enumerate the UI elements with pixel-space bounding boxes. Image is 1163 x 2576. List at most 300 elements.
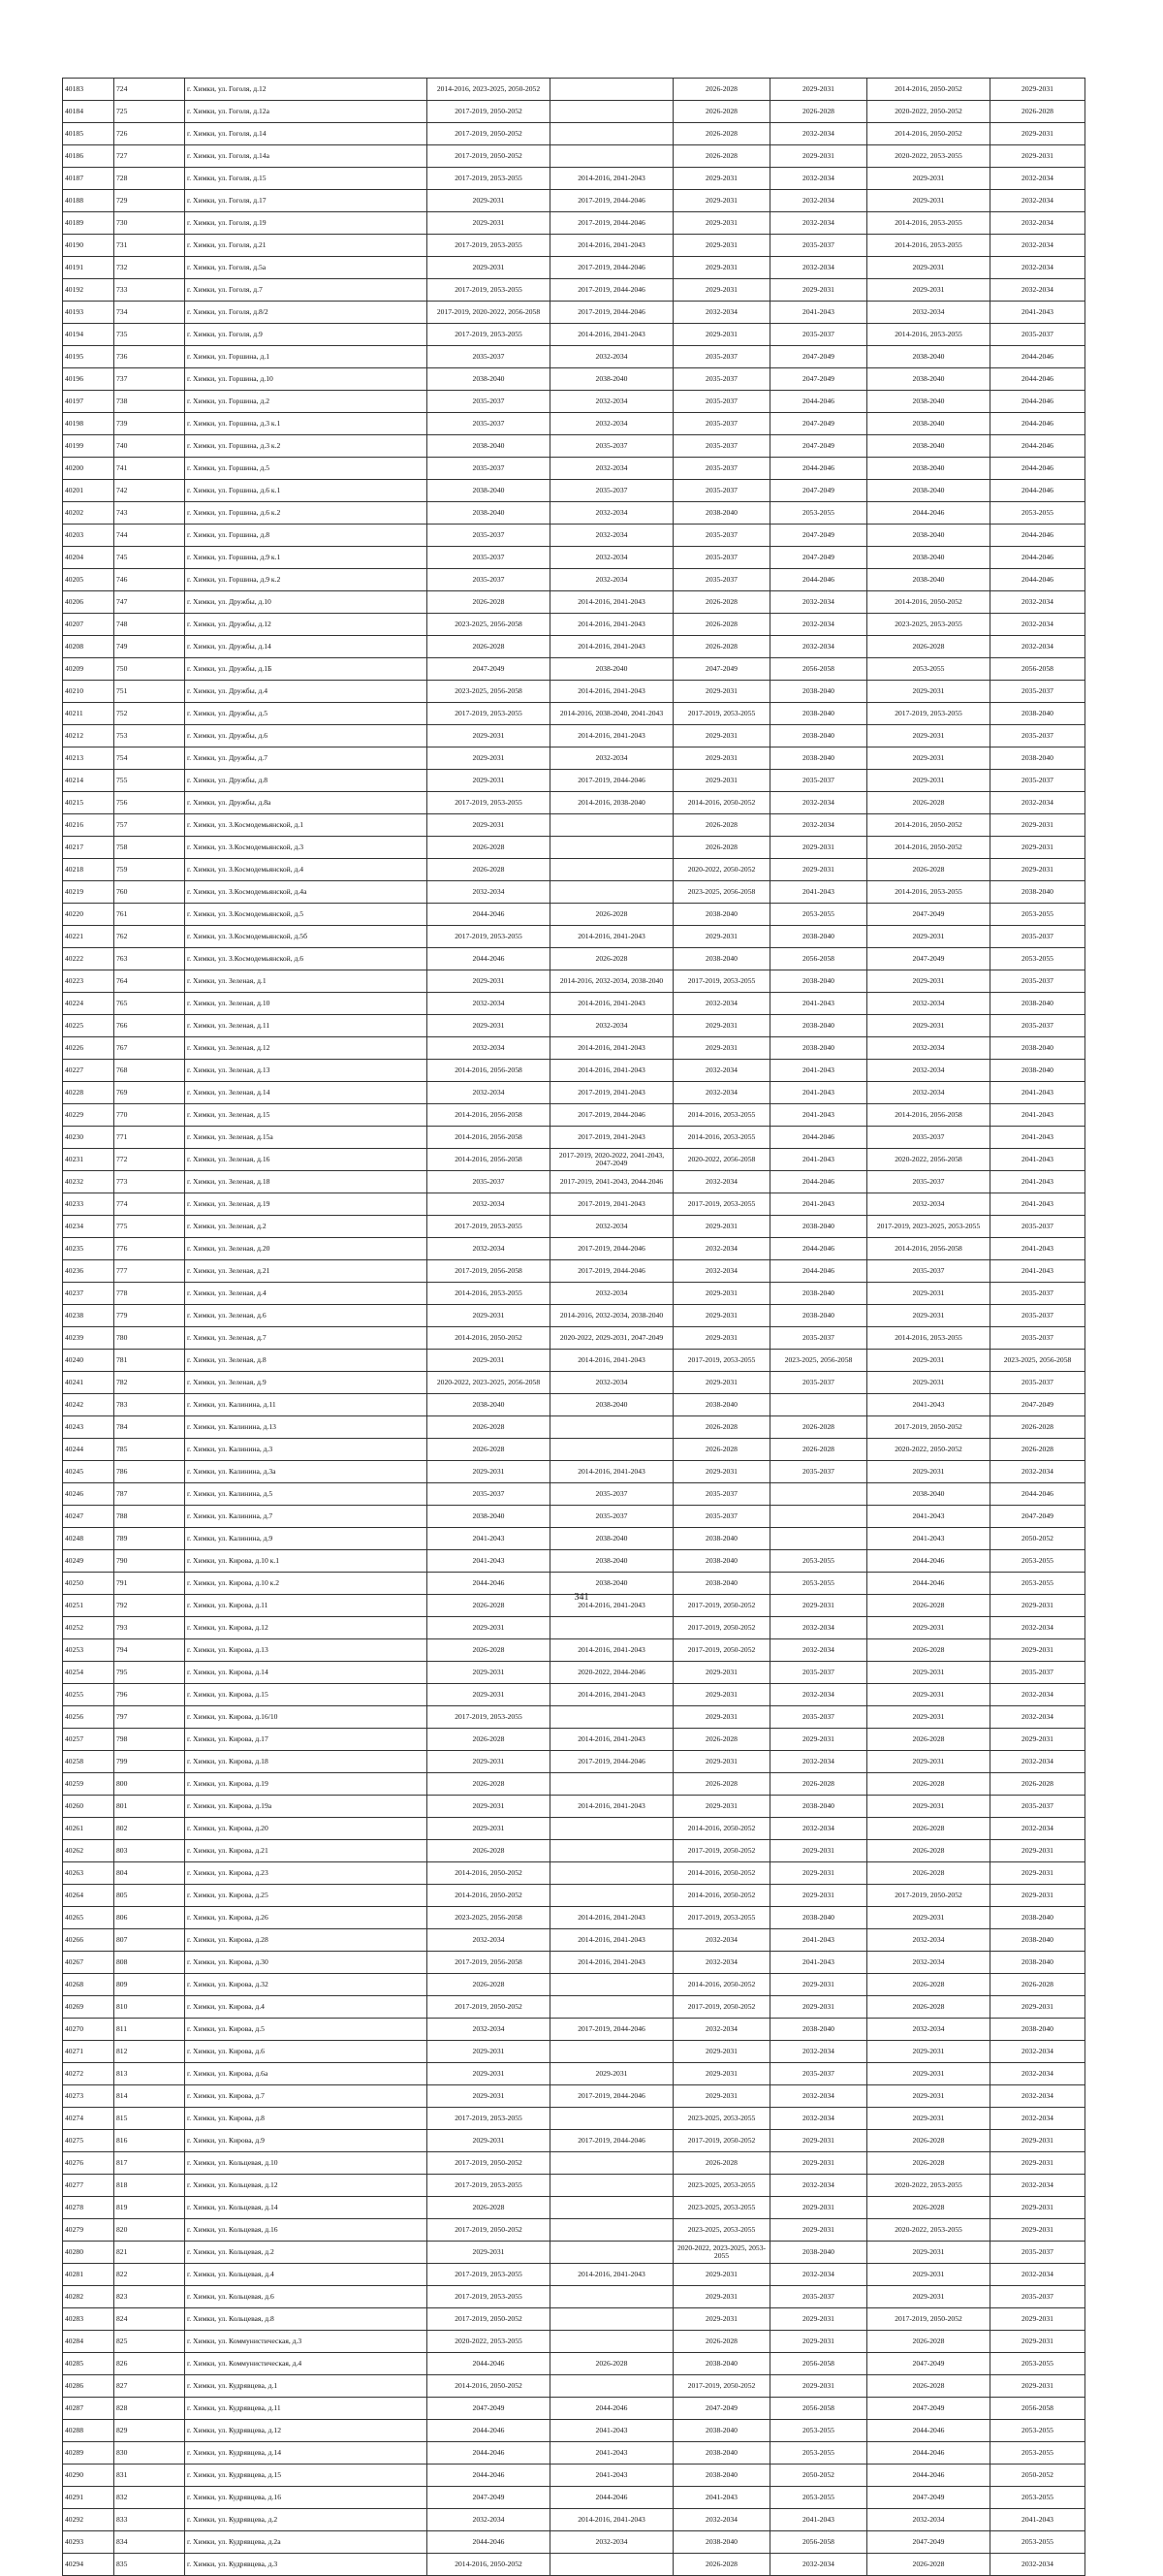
cell-period-c: 2023-2025, 2053-2055 [674,2175,770,2197]
cell-period-d: 2032-2034 [770,636,867,658]
cell-period-b: 2020-2022, 2029-2031, 2047-2049 [550,1327,674,1350]
cell-row-number: 795 [114,1662,185,1684]
cell-period-a: 2032-2034 [427,1238,550,1260]
cell-period-e: 2023-2025, 2053-2055 [867,614,990,636]
cell-record-id: 40219 [63,881,114,904]
cell-period-a: 2026-2028 [427,1773,550,1796]
cell-period-c: 2029-2031 [674,1037,770,1060]
cell-address: г. Химки, ул. Горшина, д.3 к.2 [185,435,427,458]
cell-record-id: 40255 [63,1684,114,1706]
cell-period-b [550,859,674,881]
cell-period-f: 2032-2034 [990,2175,1085,2197]
cell-period-f: 2026-2028 [990,101,1085,123]
table-row [63,1461,1085,1483]
cell-period-a: 2023-2025, 2056-2058 [427,614,550,636]
cell-period-e: 2029-2031 [867,970,990,993]
cell-period-d: 2044-2046 [770,569,867,591]
cell-period-e: 2029-2031 [867,2242,990,2264]
cell-row-number: 803 [114,1840,185,1862]
cell-address: г. Химки, ул. Кирова, д.9 [185,2130,427,2152]
cell-address: г. Химки, ул. Кирова, д.13 [185,1639,427,1662]
cell-address: г. Химки, ул. Горшина, д.9 к.2 [185,569,427,591]
table-row [63,1952,1085,1974]
cell-period-c: 2026-2028 [674,1439,770,1461]
cell-period-d: 2050-2052 [770,2465,867,2487]
cell-record-id: 40237 [63,1283,114,1305]
cell-address: г. Химки, ул. Кирова, д.28 [185,1929,427,1952]
cell-period-c: 2026-2028 [674,1773,770,1796]
cell-address: г. Химки, ул. Кирова, д.6 [185,2041,427,2063]
cell-period-c: 2032-2034 [674,1929,770,1952]
cell-period-d: 2056-2058 [770,658,867,681]
cell-period-a: 2032-2034 [427,993,550,1015]
cell-period-e: 2029-2031 [867,1706,990,1729]
cell-period-f: 2044-2046 [990,413,1085,435]
table-row [63,1729,1085,1751]
cell-period-e: 2014-2016, 2050-2052 [867,837,990,859]
cell-period-c: 2029-2031 [674,1305,770,1327]
cell-period-d: 2029-2031 [770,1840,867,1862]
cell-period-d: 2041-2043 [770,1082,867,1104]
cell-period-d: 2032-2034 [770,1617,867,1639]
table-row [63,2085,1085,2108]
cell-address: г. Химки, ул. Кирова, д.14 [185,1662,427,1684]
cell-record-id: 40231 [63,1149,114,1171]
cell-period-c: 2017-2019, 2050-2052 [674,1617,770,1639]
cell-period-c: 2035-2037 [674,391,770,413]
cell-record-id: 40245 [63,1461,114,1483]
cell-address: г. Химки, ул. Кирова, д.10 к.1 [185,1550,427,1573]
cell-row-number: 794 [114,1639,185,1662]
cell-period-f: 2029-2031 [990,123,1085,145]
cell-address: г. Химки, ул. З.Космодемьянской, д.5 [185,904,427,926]
cell-record-id: 40213 [63,747,114,770]
cell-period-c: 2038-2040 [674,1394,770,1416]
cell-record-id: 40283 [63,2308,114,2331]
cell-period-c: 2029-2031 [674,1327,770,1350]
cell-row-number: 780 [114,1327,185,1350]
cell-period-f: 2029-2031 [990,1729,1085,1751]
cell-address: г. Химки, ул. Кирова, д.6а [185,2063,427,2085]
cell-record-id: 40201 [63,480,114,502]
cell-period-c: 2032-2034 [674,2019,770,2041]
table-row [63,413,1085,435]
cell-period-c: 2017-2019, 2053-2055 [674,1907,770,1929]
cell-period-a: 2017-2019, 2050-2052 [427,2152,550,2175]
cell-period-c: 2017-2019, 2050-2052 [674,1996,770,2019]
cell-address: г. Химки, ул. Зеленая, д.7 [185,1327,427,1350]
cell-period-a: 2017-2019, 2020-2022, 2056-2058 [427,302,550,324]
cell-row-number: 800 [114,1773,185,1796]
cell-address: г. Химки, ул. Зеленая, д.19 [185,1193,427,1216]
table-row [63,2041,1085,2063]
cell-record-id: 40257 [63,1729,114,1751]
cell-period-d: 2053-2055 [770,2487,867,2509]
cell-period-e: 2032-2034 [867,2509,990,2531]
table-row [63,123,1085,145]
cell-period-d: 2056-2058 [770,948,867,970]
cell-period-c: 2032-2034 [674,1171,770,1193]
cell-period-a: 2014-2016, 2050-2052 [427,1327,550,1350]
cell-period-c: 2038-2040 [674,904,770,926]
cell-period-a: 2029-2031 [427,1684,550,1706]
cell-period-c: 2026-2028 [674,145,770,168]
cell-period-e: 2029-2031 [867,2085,990,2108]
cell-period-c: 2029-2031 [674,1283,770,1305]
cell-period-d: 2032-2034 [770,591,867,614]
cell-period-c: 2029-2031 [674,770,770,792]
cell-row-number: 770 [114,1104,185,1127]
cell-record-id: 40230 [63,1127,114,1149]
cell-period-e: 2026-2028 [867,2152,990,2175]
cell-period-c: 2029-2031 [674,324,770,346]
cell-period-a: 2020-2022, 2053-2055 [427,2331,550,2353]
cell-period-d: 2029-2031 [770,2152,867,2175]
cell-period-b [550,2286,674,2308]
cell-period-c: 2032-2034 [674,1952,770,1974]
cell-period-d: 2032-2034 [770,123,867,145]
cell-record-id: 40187 [63,168,114,190]
cell-period-f: 2032-2034 [990,792,1085,814]
cell-period-c: 2032-2034 [674,2509,770,2531]
cell-period-c: 2017-2019, 2053-2055 [674,703,770,725]
cell-period-a: 2044-2046 [427,948,550,970]
cell-address: г. Химки, ул. З.Космодемьянской, д.5б [185,926,427,948]
cell-address: г. Химки, ул. Зеленая, д.12 [185,1037,427,1060]
table-row [63,681,1085,703]
register-table [62,78,1085,2576]
cell-period-a: 2017-2019, 2053-2055 [427,279,550,302]
cell-record-id: 40188 [63,190,114,212]
table-row [63,1796,1085,1818]
cell-period-d: 2032-2034 [770,2175,867,2197]
cell-address: г. Химки, ул. Кольцевая, д.14 [185,2197,427,2219]
cell-period-f: 2044-2046 [990,368,1085,391]
cell-record-id: 40189 [63,212,114,235]
cell-period-f: 2041-2043 [990,1149,1085,1171]
cell-record-id: 40267 [63,1952,114,1974]
cell-period-b: 2032-2034 [550,391,674,413]
cell-period-f: 2035-2037 [990,681,1085,703]
cell-period-b: 2038-2040 [550,1528,674,1550]
cell-address: г. Химки, ул. Гоголя, д.14 [185,123,427,145]
cell-period-e: 2026-2028 [867,859,990,881]
cell-address: г. Химки, ул. Кирова, д.16/10 [185,1706,427,1729]
table-row [63,1662,1085,1684]
cell-record-id: 40280 [63,2242,114,2264]
cell-record-id: 40217 [63,837,114,859]
cell-period-e: 2026-2028 [867,1729,990,1751]
cell-period-c: 2038-2040 [674,2465,770,2487]
cell-period-b: 2032-2034 [550,1283,674,1305]
table-row [63,302,1085,324]
cell-row-number: 807 [114,1929,185,1952]
cell-period-f: 2032-2034 [990,614,1085,636]
cell-period-a: 2029-2031 [427,2041,550,2063]
cell-period-c: 2038-2040 [674,1550,770,1573]
cell-period-f: 2035-2037 [990,926,1085,948]
cell-period-d: 2044-2046 [770,1260,867,1283]
cell-address: г. Химки, ул. Кирова, д.23 [185,1862,427,1885]
cell-row-number: 833 [114,2509,185,2531]
cell-period-e: 2029-2031 [867,279,990,302]
table-row [63,1037,1085,1060]
cell-period-b: 2017-2019, 2044-2046 [550,1751,674,1773]
cell-period-a: 2014-2016, 2050-2052 [427,2554,550,2576]
table-row [63,1283,1085,1305]
table-row [63,1439,1085,1461]
cell-period-e: 2032-2034 [867,993,990,1015]
table-row [63,145,1085,168]
cell-period-a: 2017-2019, 2050-2052 [427,123,550,145]
cell-row-number: 781 [114,1350,185,1372]
cell-period-f: 2032-2034 [990,1751,1085,1773]
cell-row-number: 801 [114,1796,185,1818]
cell-period-b: 2038-2040 [550,1573,674,1595]
cell-period-e: 2035-2037 [867,1127,990,1149]
cell-period-e: 2047-2049 [867,2398,990,2420]
cell-period-e: 2014-2016, 2050-2052 [867,814,990,837]
cell-record-id: 40209 [63,658,114,681]
cell-record-id: 40184 [63,101,114,123]
cell-period-c: 2029-2031 [674,2085,770,2108]
cell-address: г. Химки, ул. Горшина, д.6 к.1 [185,480,427,502]
cell-period-e: 2032-2034 [867,302,990,324]
cell-period-b: 2014-2016, 2041-2043 [550,993,674,1015]
cell-period-b [550,2375,674,2398]
cell-period-e: 2014-2016, 2050-2052 [867,123,990,145]
cell-period-f: 2041-2043 [990,1193,1085,1216]
cell-period-c: 2035-2037 [674,547,770,569]
cell-record-id: 40252 [63,1617,114,1639]
cell-record-id: 40239 [63,1327,114,1350]
cell-row-number: 744 [114,525,185,547]
cell-record-id: 40191 [63,257,114,279]
cell-record-id: 40287 [63,2398,114,2420]
cell-period-a: 2017-2019, 2053-2055 [427,324,550,346]
cell-row-number: 822 [114,2264,185,2286]
cell-address: г. Химки, ул. Кудрявцева, д.1 [185,2375,427,2398]
cell-period-a: 2029-2031 [427,1015,550,1037]
cell-address: г. Химки, ул. Кирова, д.5 [185,2019,427,2041]
cell-address: г. Химки, ул. Гоголя, д.14а [185,145,427,168]
cell-row-number: 791 [114,1573,185,1595]
cell-period-b: 2017-2019, 2044-2046 [550,770,674,792]
cell-period-e: 2017-2019, 2050-2052 [867,1416,990,1439]
cell-period-f: 2035-2037 [990,1283,1085,1305]
cell-period-b: 2014-2016, 2041-2043 [550,926,674,948]
cell-row-number: 762 [114,926,185,948]
cell-period-e: 2026-2028 [867,1818,990,1840]
cell-period-a: 2014-2016, 2056-2058 [427,1149,550,1171]
cell-record-id: 40196 [63,368,114,391]
table-row [63,1127,1085,1149]
cell-period-c: 2029-2031 [674,1015,770,1037]
cell-address: г. Химки, ул. З.Космодемьянской, д.4а [185,881,427,904]
cell-period-e: 2029-2031 [867,1796,990,1818]
table-row [63,212,1085,235]
cell-address: г. Химки, ул. Дружбы, д.7 [185,747,427,770]
cell-period-e: 2038-2040 [867,480,990,502]
cell-period-d: 2032-2034 [770,257,867,279]
cell-period-c: 2035-2037 [674,413,770,435]
cell-period-f: 2032-2034 [990,235,1085,257]
cell-period-a: 2026-2028 [427,1729,550,1751]
cell-row-number: 763 [114,948,185,970]
cell-period-c: 2032-2034 [674,1060,770,1082]
cell-row-number: 820 [114,2219,185,2242]
cell-period-b [550,1617,674,1639]
cell-row-number: 796 [114,1684,185,1706]
cell-row-number: 743 [114,502,185,525]
cell-period-b: 2026-2028 [550,2353,674,2375]
cell-period-c: 2029-2031 [674,235,770,257]
cell-row-number: 775 [114,1216,185,1238]
cell-row-number: 740 [114,435,185,458]
cell-period-b: 2032-2034 [550,569,674,591]
cell-row-number: 825 [114,2331,185,2353]
cell-period-c: 2029-2031 [674,2041,770,2063]
table-row [63,1684,1085,1706]
cell-row-number: 792 [114,1595,185,1617]
cell-period-c: 2032-2034 [674,1082,770,1104]
table-row [63,235,1085,257]
cell-period-f: 2032-2034 [990,2063,1085,2085]
cell-row-number: 776 [114,1238,185,1260]
cell-period-a: 2023-2025, 2056-2058 [427,1907,550,1929]
cell-row-number: 748 [114,614,185,636]
cell-address: г. Химки, ул. Горшина, д.10 [185,368,427,391]
cell-record-id: 40202 [63,502,114,525]
cell-period-c: 2017-2019, 2053-2055 [674,1193,770,1216]
cell-period-b: 2014-2016, 2041-2043 [550,1796,674,1818]
cell-period-c: 2026-2028 [674,79,770,101]
cell-record-id: 40197 [63,391,114,413]
cell-period-a: 2017-2019, 2053-2055 [427,2286,550,2308]
cell-period-b: 2014-2016, 2041-2043 [550,324,674,346]
cell-period-d: 2035-2037 [770,2063,867,2085]
cell-period-e: 2038-2040 [867,391,990,413]
cell-record-id: 40251 [63,1595,114,1617]
cell-period-c: 2038-2040 [674,2442,770,2465]
cell-record-id: 40233 [63,1193,114,1216]
cell-period-f: 2032-2034 [990,636,1085,658]
cell-address: г. Химки, ул. Кудрявцева, д.2а [185,2531,427,2554]
cell-period-a: 2014-2016, 2023-2025, 2050-2052 [427,79,550,101]
cell-period-d: 2035-2037 [770,2286,867,2308]
cell-period-f: 2032-2034 [990,190,1085,212]
cell-address: г. Химки, ул. Калинина, д.3а [185,1461,427,1483]
cell-period-b: 2014-2016, 2032-2034, 2038-2040 [550,970,674,993]
table-row [63,926,1085,948]
table-row [63,747,1085,770]
cell-row-number: 810 [114,1996,185,2019]
cell-address: г. Химки, ул. Горшина, д.5 [185,458,427,480]
cell-period-e: 2026-2028 [867,1862,990,1885]
cell-period-a: 2047-2049 [427,2487,550,2509]
cell-period-d: 2029-2031 [770,2375,867,2398]
cell-period-b [550,2175,674,2197]
cell-period-f: 2044-2046 [990,1483,1085,1506]
cell-row-number: 790 [114,1550,185,1573]
cell-period-b: 2014-2016, 2041-2043 [550,1037,674,1060]
cell-row-number: 764 [114,970,185,993]
cell-period-b: 2035-2037 [550,1483,674,1506]
cell-row-number: 746 [114,569,185,591]
cell-period-c: 2014-2016, 2050-2052 [674,1862,770,1885]
cell-period-e: 2038-2040 [867,547,990,569]
table-row [63,435,1085,458]
cell-period-d: 2047-2049 [770,480,867,502]
cell-period-d: 2038-2040 [770,1796,867,1818]
cell-period-b [550,1974,674,1996]
cell-row-number: 771 [114,1127,185,1149]
cell-address: г. Химки, ул. Дружбы, д.6 [185,725,427,747]
cell-row-number: 819 [114,2197,185,2219]
cell-period-f: 2026-2028 [990,1416,1085,1439]
cell-row-number: 761 [114,904,185,926]
cell-period-a: 2017-2019, 2053-2055 [427,926,550,948]
cell-period-d: 2032-2034 [770,190,867,212]
cell-row-number: 828 [114,2398,185,2420]
cell-period-c: 2032-2034 [674,993,770,1015]
cell-period-d: 2047-2049 [770,547,867,569]
cell-period-f: 2035-2037 [990,1216,1085,1238]
cell-period-c: 2035-2037 [674,435,770,458]
table-row [63,770,1085,792]
table-row [63,1862,1085,1885]
cell-period-a: 2017-2019, 2053-2055 [427,1216,550,1238]
cell-record-id: 40192 [63,279,114,302]
cell-period-e: 2041-2043 [867,1506,990,1528]
cell-period-a: 2047-2049 [427,658,550,681]
table-row [63,257,1085,279]
cell-period-a: 2032-2034 [427,1082,550,1104]
cell-period-a: 2029-2031 [427,1617,550,1639]
cell-record-id: 40260 [63,1796,114,1818]
cell-period-b [550,123,674,145]
table-row [63,79,1085,101]
cell-period-f: 2032-2034 [990,2108,1085,2130]
table-row [63,1082,1085,1104]
cell-period-e: 2017-2019, 2053-2055 [867,703,990,725]
cell-period-b: 2014-2016, 2032-2034, 2038-2040 [550,1305,674,1327]
cell-period-e: 2029-2031 [867,725,990,747]
cell-period-d [770,1394,867,1416]
cell-period-e: 2041-2043 [867,1528,990,1550]
cell-period-c: 2038-2040 [674,948,770,970]
cell-record-id: 40288 [63,2420,114,2442]
cell-period-b: 2017-2019, 2041-2043 [550,1082,674,1104]
cell-period-b: 2032-2034 [550,1372,674,1394]
cell-period-f: 2047-2049 [990,1506,1085,1528]
cell-address: г. Химки, ул. Кирова, д.30 [185,1952,427,1974]
cell-period-e: 2026-2028 [867,792,990,814]
cell-period-c: 2029-2031 [674,2286,770,2308]
cell-period-e: 2014-2016, 2053-2055 [867,212,990,235]
table-row [63,1104,1085,1127]
cell-period-b: 2014-2016, 2041-2043 [550,1929,674,1952]
table-row [63,502,1085,525]
cell-address: г. Химки, ул. Кирова, д.18 [185,1751,427,1773]
cell-period-f: 2038-2040 [990,2019,1085,2041]
table-row [63,2175,1085,2197]
cell-row-number: 726 [114,123,185,145]
cell-row-number: 774 [114,1193,185,1216]
cell-period-c: 2023-2025, 2053-2055 [674,2219,770,2242]
cell-period-d: 2029-2031 [770,279,867,302]
cell-row-number: 755 [114,770,185,792]
